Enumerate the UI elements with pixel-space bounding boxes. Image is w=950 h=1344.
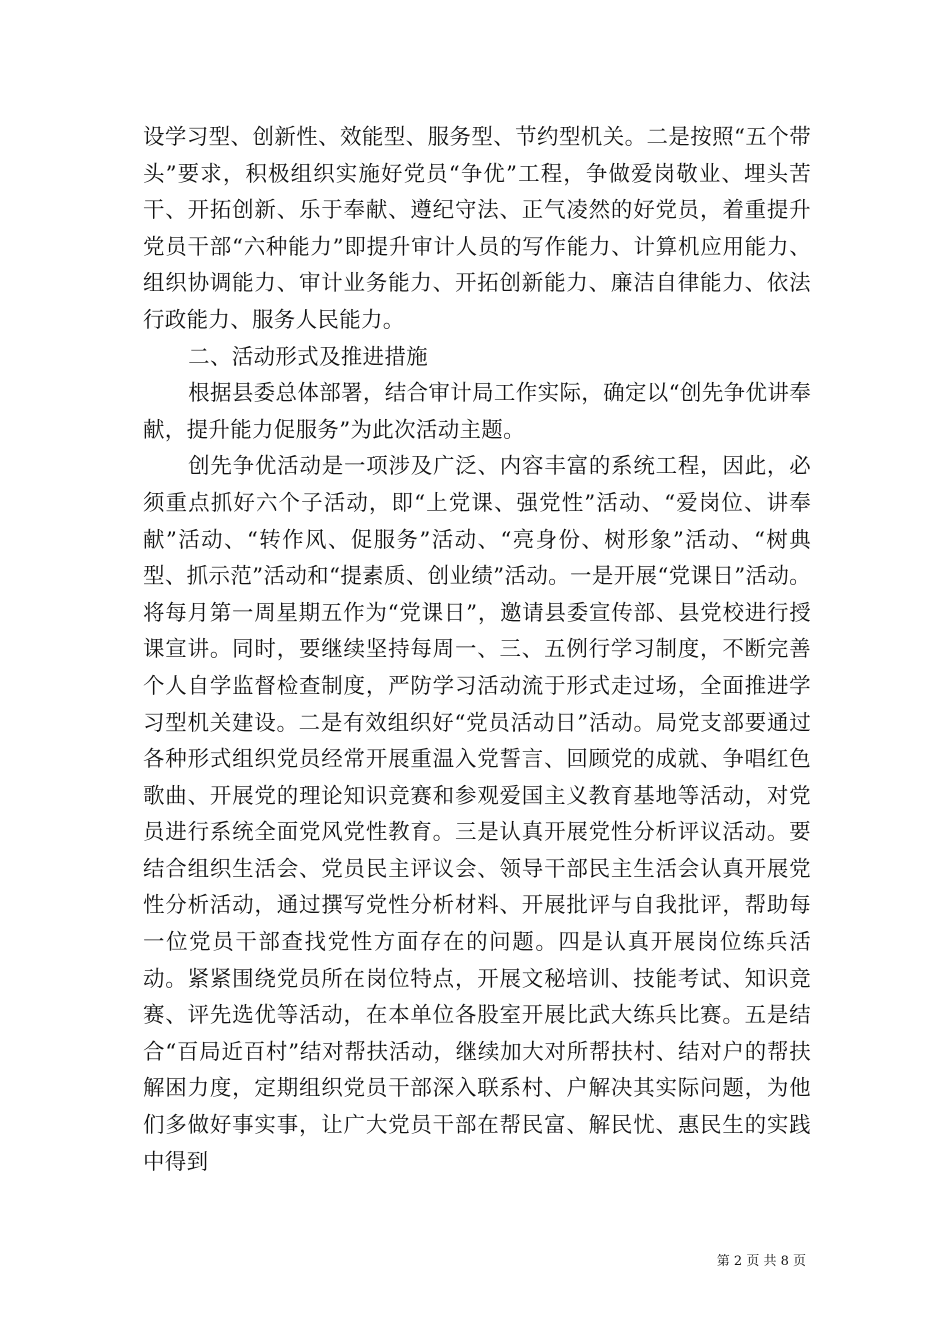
document-body (143, 120, 811, 1181)
paragraph-1: 设学习型、创新性、效能型、服务型、节约型机关。二是按照“五个带头”要求，积极组织实施好党员“争优”工程，争做爱岗敬业、埋头苦干、开拓创新、乐于奉献、遵纪守法、正气凌然的好党员，着重提升党员干部“六种能力”即提升审计人员的写作能力、计算机应用能力、组织协调能力、审计业务能力、开拓创新能力、廉洁自律能力、依法行政能力、服务人民能力。 (143, 125, 811, 333)
section-heading: 二、活动形式及推进措施 (188, 344, 428, 370)
paragraph-3: 创先争优活动是一项涉及广泛、内容丰富的系统工程，因此，必须重点抓好六个子活动，即“上党课、强党性”活动、“爱岗位、讲奉献”活动、“转作风、促服务”活动、“亮身份、树形象”活动、“树典型、抓示范”活动和“提素质、创业绩”活动。一是开展“党课日”活动。将每月第一周星期五作为“党课日”，邀请县委宣传部、县党校进行授课宣讲。同时，要继续坚持每周一、三、五例行学习制度，不断完善个人自学监督检查制度，严防学习活动流于形式走过场，全面推进学习型机关建设。二是有效组织好“党员活动日”活动。局党支部要通过各种形式组织党员经常开展重温入党誓言、回顾党的成就、争唱红色歌曲、开展党的理论知识竞赛和参观爱国主义教育基地等活动，对党员进行系统全面党风党性教育。三是认真开展党性分析评议活动。要结合组织生活会、党员民主评议会、领导干部民主生活会认真开展党性分析活动，通过撰写党性分析材料、开展批评与自我批评，帮助每一位党员干部查找党性方面存在的问题。四是认真开展岗位练兵活动。紧紧围绕党员所在岗位特点，开展文秘培训、技能考试、知识竞赛、评先选优等活动，在本单位各股室开展比武大练兵比赛。五是结合“百局近百村”结对帮扶活动，继续加大对所帮扶村、结对户的帮扶解困力度，定期组织党员干部深入联系村、户解决其实际问题，为他们多做好事实事，让广大党员干部在帮民富、解民忧、惠民生的实践中得到 (143, 454, 811, 1175)
page-number: 第 2 页 共 8 页 (716, 1254, 806, 1269)
paragraph-2: 根据县委总体部署，结合审计局工作实际，确定以“创先争优讲奉献，提升能力促服务”为此次活动主题。 (143, 381, 811, 443)
